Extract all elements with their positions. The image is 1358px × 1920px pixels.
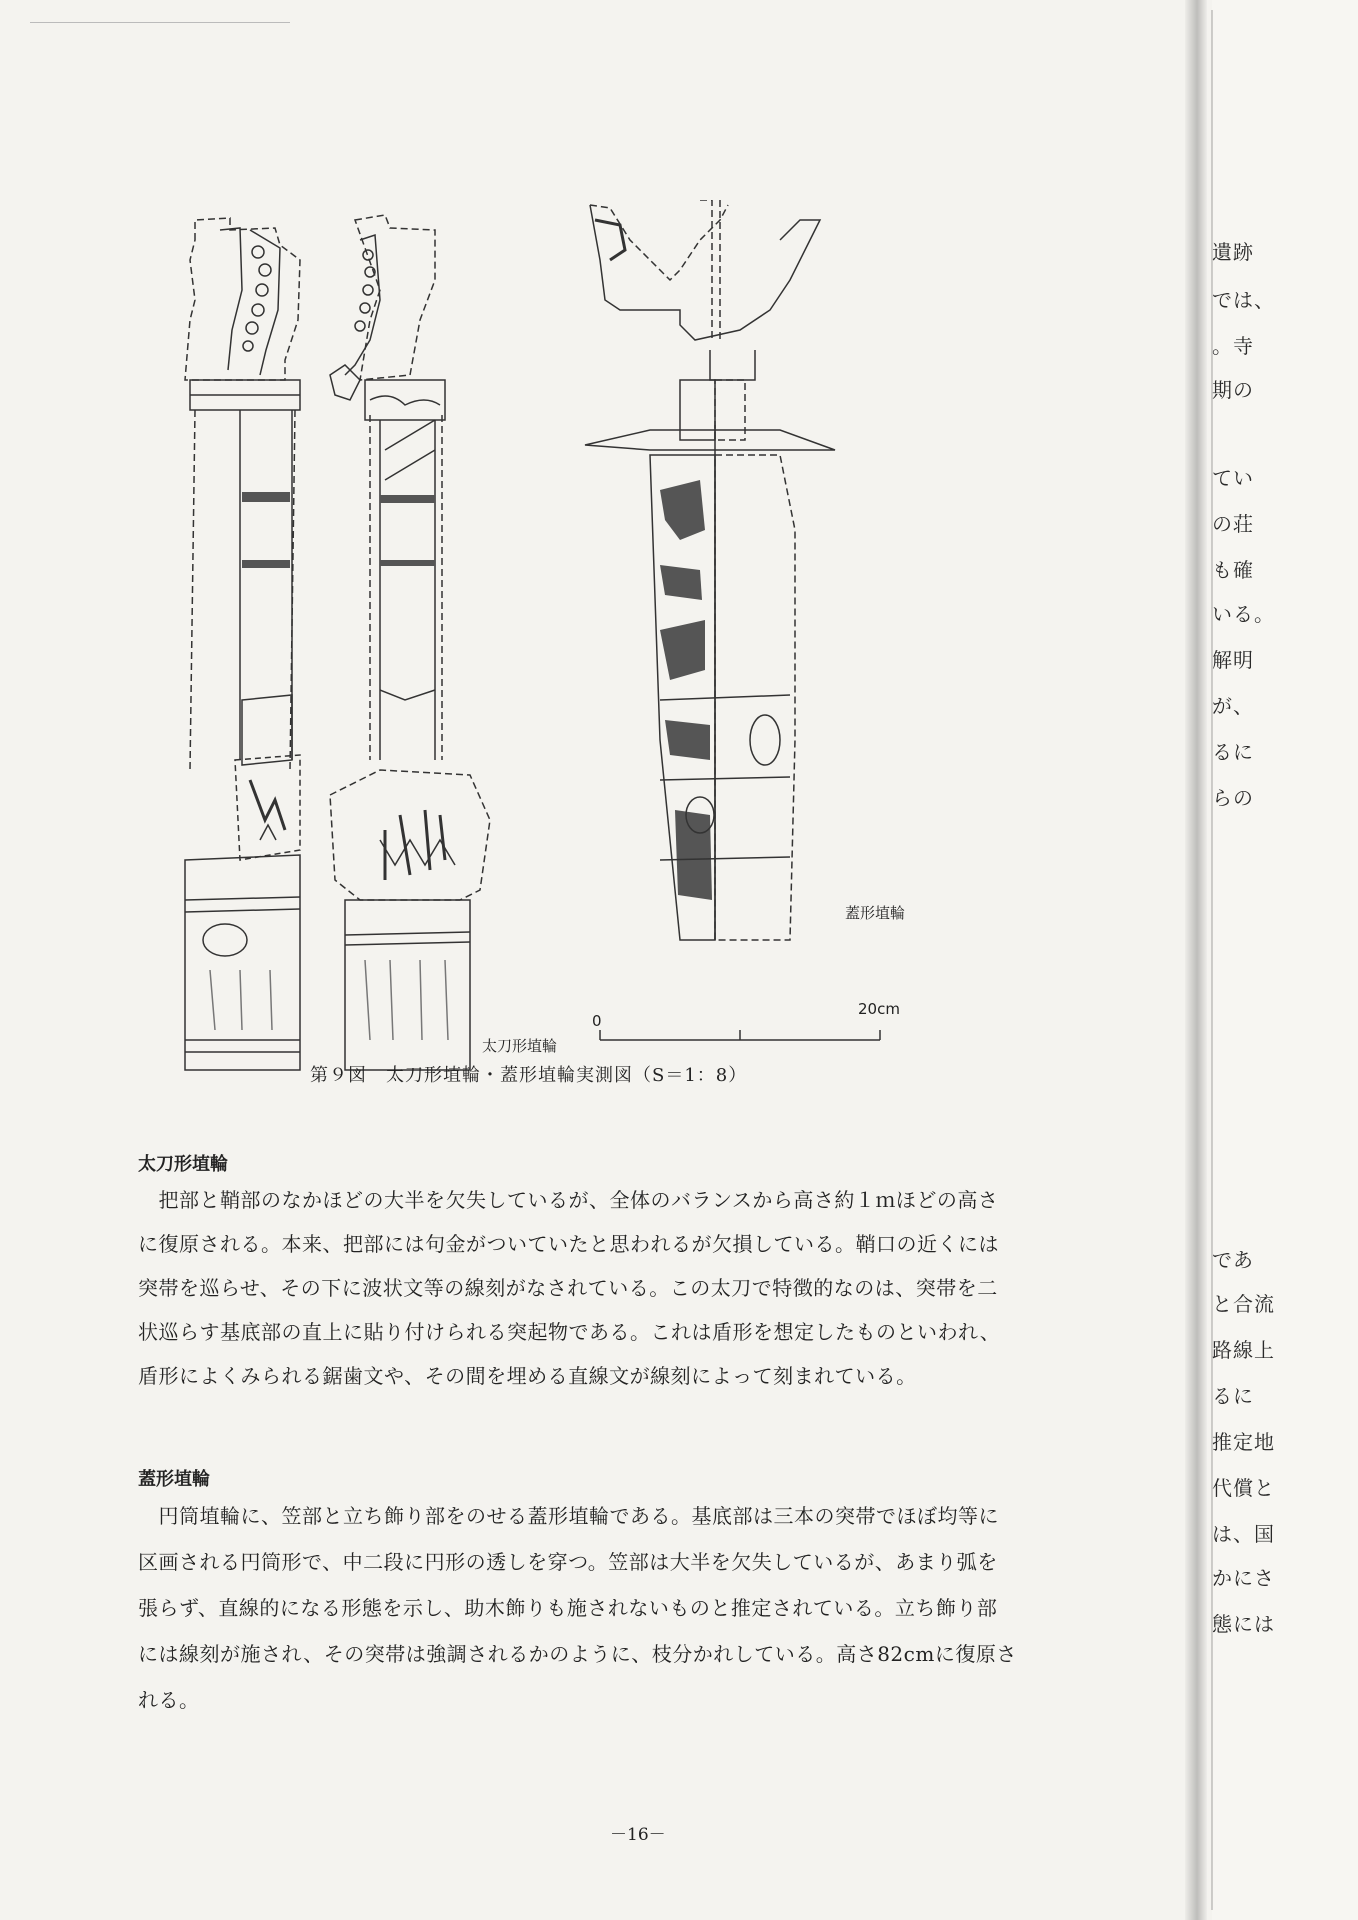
paragraph-line: 状巡らす基底部の直上に貼り付けられる突起物である。これは盾形を想定したものといわれ、	[138, 1320, 1001, 1344]
figure-drawing	[180, 200, 1080, 1090]
adjacent-page-fragment: であ	[1212, 1248, 1254, 1272]
adjacent-page-fragment: てい	[1212, 466, 1254, 490]
page-number: －16－	[610, 1825, 666, 1845]
adjacent-page-fragment: 路線上	[1212, 1338, 1275, 1362]
scale-bar	[600, 1030, 880, 1040]
scan-artifact-line	[30, 22, 290, 23]
section-heading-kinugasa: 蓋形埴輪	[138, 1469, 210, 1490]
figure-9	[180, 200, 1080, 1090]
adjacent-page-fragment: と合流	[1212, 1292, 1275, 1316]
tachi-haniwa-drawing-a	[185, 218, 300, 1070]
paragraph-line: 張らず、直線的になる形態を示し、助木飾りも施されないものと推定されている。立ち飾り部	[138, 1596, 998, 1620]
paragraph-line: 把部と鞘部のなかほどの大半を欠失しているが、全体のバランスから高さ約１ｍほどの高さ	[138, 1188, 999, 1212]
adjacent-page-fragment: るに	[1212, 740, 1254, 764]
paragraph-line: 突帯を巡らせ、その下に波状文等の線刻がなされている。この太刀で特徴的なのは、突帯を二	[138, 1276, 998, 1300]
label-kinugasa-haniwa: 蓋形埴輪	[845, 904, 906, 922]
paragraph-line: には線刻が施され、その突帯は強調されるかのように、枝分かれしている。高さ82cmに復原さ	[138, 1642, 1017, 1666]
adjacent-page-fragment: 推定地	[1212, 1430, 1275, 1454]
paragraph-line: に復原される。本来、把部には句金がついていたと思われるが欠損している。鞘口の近くには	[138, 1232, 999, 1256]
adjacent-page-fragment: るに	[1212, 1384, 1254, 1408]
adjacent-page-fragment: が、	[1212, 694, 1254, 718]
adjacent-page-fragment: かにさ	[1212, 1566, 1275, 1590]
book-gutter-line	[1211, 10, 1213, 1910]
paragraph-line: れる。	[138, 1688, 200, 1712]
kinugasa-haniwa-drawing	[585, 200, 835, 940]
adjacent-page-fragment: は、国	[1212, 1522, 1275, 1546]
adjacent-page-fragment: 代償と	[1212, 1476, 1275, 1500]
paragraph-line: 盾形によくみられる鋸歯文や、その間を埋める直線文が線刻によって刻まれている。	[138, 1364, 917, 1388]
paragraph-line: 円筒埴輪に、笠部と立ち飾り部をのせる蓋形埴輪である。基底部は三本の突帯でほぼ均等に	[138, 1504, 999, 1528]
adjacent-page-fragment: 遺跡	[1212, 240, 1254, 264]
adjacent-page-fragment: では、	[1212, 288, 1275, 312]
adjacent-page-fragment: 。寺	[1212, 334, 1254, 358]
paragraph-line: 区画される円筒形で、中二段に円形の透しを穿つ。笠部は大半を欠失しているが、あまり弧を	[138, 1550, 998, 1574]
adjacent-page-fragment: も確	[1212, 558, 1254, 582]
tachi-haniwa-drawing-b	[330, 215, 490, 1070]
label-tachi-haniwa: 太刀形埴輪	[482, 1037, 558, 1055]
adjacent-page-fragment: の荘	[1212, 512, 1254, 536]
adjacent-page-fragment: 期の	[1212, 378, 1254, 402]
section-heading-tachi: 太刀形埴輪	[138, 1154, 228, 1175]
adjacent-page-fragment: らの	[1212, 786, 1254, 810]
scale-max-label: 20cm	[858, 1000, 900, 1018]
adjacent-page	[1212, 0, 1358, 1920]
book-gutter-shadow	[1185, 0, 1207, 1920]
adjacent-page-fragment: 解明	[1212, 648, 1254, 672]
figure-caption: 第９図 太刀形埴輪・蓋形埴輪実測図（S＝1：8）	[310, 1065, 748, 1086]
scale-zero-label: 0	[592, 1012, 602, 1030]
adjacent-page-fragment: 態には	[1212, 1612, 1275, 1636]
adjacent-page-fragment: いる。	[1212, 602, 1275, 626]
